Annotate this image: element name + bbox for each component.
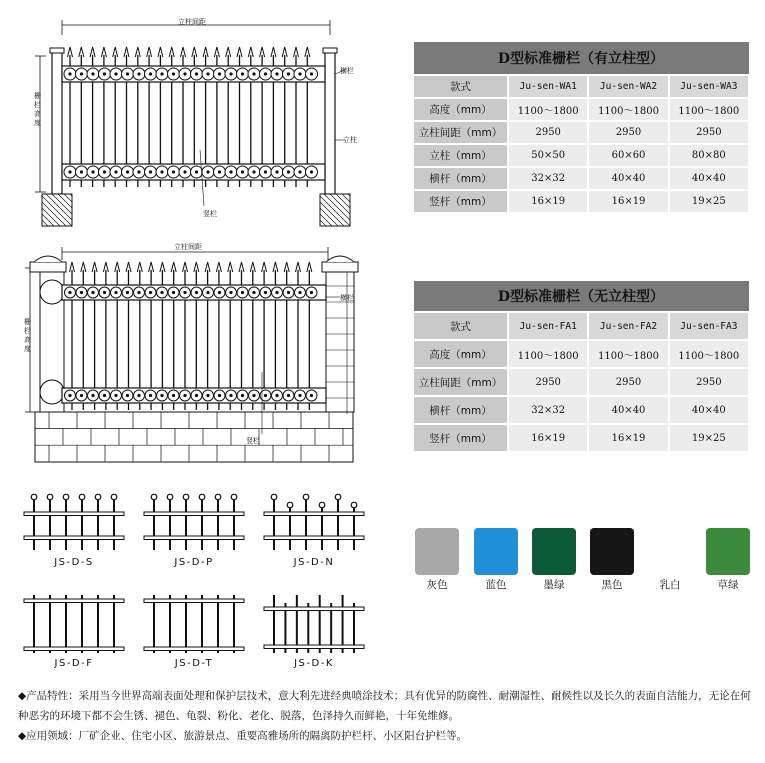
post-cap (50, 48, 64, 53)
brick-pillar (326, 270, 354, 412)
pillar-cap-dome (326, 256, 354, 262)
rail-ring-center (91, 291, 94, 294)
table-header-row (413, 312, 749, 340)
model-cell: Ju-sen-WA2 (588, 75, 668, 98)
rail-ring-center (252, 291, 255, 294)
table-cell: 16×19 (508, 190, 588, 213)
rail-ring-center (275, 394, 278, 397)
table-cell: 1100～1800 (669, 340, 749, 368)
table-row (413, 340, 749, 368)
model-rail (264, 645, 364, 649)
color-swatch-milk-white (648, 528, 692, 575)
rail-ring-center (229, 170, 232, 173)
pillar-bracket (40, 280, 64, 304)
model-finial (319, 502, 325, 508)
model-finial (351, 502, 357, 508)
model-rail (24, 647, 124, 651)
rail-ring-center (287, 170, 290, 173)
rail-ring-center (310, 72, 313, 75)
rail-ring-center (183, 170, 186, 173)
rail-ring-center (218, 170, 221, 173)
rail-ring-center (103, 170, 106, 173)
model-finial (63, 494, 69, 500)
model-finial (231, 494, 237, 500)
rail-ring-center (68, 394, 71, 397)
top-spacing-label: 立柱间距 (178, 18, 206, 26)
model-finial (183, 494, 189, 500)
row-label: 高度（mm） (413, 340, 508, 368)
rail-ring-center (195, 291, 198, 294)
table-cell: 19×25 (669, 424, 749, 452)
top-crossbar-label: 横栏 (340, 67, 354, 75)
table-cell: 60×60 (588, 144, 668, 167)
model-label: JS-D-F (54, 658, 94, 669)
model-rail (264, 512, 364, 516)
rail-ring-center (298, 394, 301, 397)
rail-ring-center (114, 394, 117, 397)
model-finial (111, 494, 117, 500)
header-label: 款式 (413, 312, 508, 340)
table-row (413, 144, 749, 167)
model-finial (31, 494, 37, 500)
rail-ring-center (103, 72, 106, 75)
rail-ring-center (264, 72, 267, 75)
rail-ring-center (218, 291, 221, 294)
rail-ring-center (137, 170, 140, 173)
spec-table-with-posts (412, 41, 750, 214)
fence-post (325, 52, 335, 194)
rail-ring-center (137, 291, 140, 294)
table-cell: 1100～1800 (508, 98, 588, 121)
rail-ring-center (298, 72, 301, 75)
row-label: 立柱间距（mm） (413, 121, 508, 144)
table-cell: 2950 (669, 121, 749, 144)
model-cell: Ju-sen-WA3 (669, 75, 749, 98)
rail-ring-center (252, 394, 255, 397)
fence-post (52, 52, 62, 194)
rail-ring-center (114, 170, 117, 173)
color-name: 灰色 (426, 579, 448, 591)
rail-ring-center (241, 170, 244, 173)
rail-ring-center (275, 170, 278, 173)
rail-ring-center (183, 72, 186, 75)
table-cell: 40×40 (669, 167, 749, 190)
rail-ring-center (229, 394, 232, 397)
bottom-height-label: 栅栏高度 (24, 318, 31, 353)
color-swatch-blue (474, 528, 518, 575)
rail-ring-center (80, 394, 83, 397)
model-rail (24, 599, 124, 603)
rail-ring-center (206, 394, 209, 397)
application-fields: ◆应用领域：厂矿企业、住宅小区、旅游景点、重要高雅场所的隔离防护栏杆、小区阳台护栏等。 (18, 730, 468, 742)
rail-ring-center (183, 394, 186, 397)
rail-ring-center (91, 170, 94, 173)
rail-ring-center (68, 72, 71, 75)
row-label: 竖杆（mm） (413, 424, 508, 452)
bottom-picket-label: 竖栏 (246, 437, 260, 445)
model-finial (271, 494, 277, 500)
rail-ring-center (206, 291, 209, 294)
table-cell: 32×32 (508, 396, 588, 424)
table-cell: 50×50 (508, 144, 588, 167)
color-swatch-gray (415, 528, 459, 575)
rail-ring-center (264, 291, 267, 294)
model-rail (264, 607, 364, 611)
rail-ring-center (229, 72, 232, 75)
model-finial (215, 494, 221, 500)
table-title: D型标准栅栏（有立柱型） (413, 42, 749, 76)
table-cell: 2950 (588, 368, 668, 396)
rail-ring-center (287, 72, 290, 75)
rail-ring-center (126, 291, 129, 294)
rail-ring-center (137, 394, 140, 397)
model-finial (151, 494, 157, 500)
table-cell: 1100～1800 (588, 340, 668, 368)
top-picket-label: 竖栏 (203, 210, 217, 218)
color-name: 乳白 (659, 579, 681, 591)
model-finial (199, 494, 205, 500)
model-label: JS-D-S (54, 557, 94, 568)
color-swatch-black (590, 528, 634, 575)
top-post-label: 立柱 (343, 136, 357, 144)
model-finial (95, 494, 101, 500)
model-label: JS-D-N (293, 557, 335, 568)
top-height-label: 栅栏高度 (34, 92, 41, 127)
color-name: 蓝色 (485, 579, 507, 591)
rail-ring-center (126, 72, 129, 75)
rail-ring-center (310, 394, 313, 397)
table-cell: 2950 (669, 368, 749, 396)
rail-ring-center (241, 72, 244, 75)
rail-ring-center (206, 72, 209, 75)
rail-ring-center (287, 394, 290, 397)
rail-ring-center (241, 291, 244, 294)
row-label: 横杆（mm） (413, 396, 508, 424)
row-label: 高度（mm） (413, 98, 508, 121)
model-rail (24, 512, 124, 516)
rail-ring-center (275, 72, 278, 75)
model-label: JS-D-K (294, 658, 334, 669)
table-cell: 2950 (588, 121, 668, 144)
rail-ring-center (91, 394, 94, 397)
rail-ring-center (252, 170, 255, 173)
rail-ring-center (126, 170, 129, 173)
rail-ring-center (160, 291, 163, 294)
row-label: 竖杆（mm） (413, 190, 508, 213)
rail-ring-center (91, 72, 94, 75)
color-name: 墨绿 (543, 579, 565, 591)
spec-table-without-posts (412, 280, 750, 453)
model-rail (144, 599, 244, 603)
color-name: 黑色 (601, 579, 623, 591)
rail-ring-center (103, 394, 106, 397)
rail-ring-center (264, 394, 267, 397)
post-cap (323, 48, 337, 53)
table-row (413, 396, 749, 424)
rail-ring-center (114, 72, 117, 75)
rail-ring-center (264, 170, 267, 173)
pillar-cap (322, 262, 358, 272)
header-label: 款式 (413, 75, 508, 98)
model-rail (144, 647, 244, 651)
model-cell: Ju-sen-FA2 (588, 312, 668, 340)
rail-ring-center (137, 72, 140, 75)
color-swatch-grass-green (706, 528, 750, 575)
model-finial (303, 494, 309, 500)
table-cell: 40×40 (669, 396, 749, 424)
rail-ring-center (114, 291, 117, 294)
rail-ring-center (126, 394, 129, 397)
model-rail (144, 512, 244, 516)
rail-ring-center (149, 170, 152, 173)
pillar-cap (30, 262, 66, 272)
table-cell: 2950 (508, 121, 588, 144)
rail-ring-center (172, 170, 175, 173)
table-cell: 16×19 (588, 190, 668, 213)
rail-ring-center (206, 170, 209, 173)
rail-ring-center (172, 72, 175, 75)
rail-ring-center (298, 291, 301, 294)
table-cell: 1100～1800 (588, 98, 668, 121)
rail-ring-center (149, 291, 152, 294)
rail-ring-center (252, 72, 255, 75)
pillar-cap-dome (34, 256, 62, 262)
model-cell: Ju-sen-WA1 (508, 75, 588, 98)
rail-ring-center (287, 291, 290, 294)
table-header-row (413, 75, 749, 98)
rail-ring-center (160, 394, 163, 397)
table-cell: 32×32 (508, 167, 588, 190)
table-row (413, 368, 749, 396)
model-finial (287, 502, 293, 508)
table-cell: 1100～1800 (669, 98, 749, 121)
rail-ring-center (149, 394, 152, 397)
table-row (413, 190, 749, 213)
rail-ring-center (183, 291, 186, 294)
product-features: ◆产品特性：采用当今世界高端表面处理和保护层技术，意大利先进经典喷涂技术；具有优异的防腐性、耐潮湿性、耐候性以及长久的表面自洁能力，无论在何种恶劣的环境下都不会生锈、褪色、龟裂、粉化、老化、脱落，色泽持久而鲜艳，十年免维修。 (18, 690, 751, 722)
model-cell: Ju-sen-FA1 (508, 312, 588, 340)
rail-ring-center (195, 72, 198, 75)
color-swatch-dark-green (532, 528, 576, 575)
rail-ring-center (310, 291, 313, 294)
table-cell: 19×25 (669, 190, 749, 213)
rail-ring-center (310, 170, 313, 173)
table-cell: 16×19 (588, 424, 668, 452)
rail-ring-center (275, 291, 278, 294)
row-label: 立柱间距（mm） (413, 368, 508, 396)
rail-ring-center (218, 394, 221, 397)
rail-ring-center (80, 72, 83, 75)
color-name: 草绿 (717, 579, 739, 591)
rail-ring-center (103, 291, 106, 294)
table-cell: 16×19 (508, 424, 588, 452)
model-finial (335, 494, 341, 500)
rail-ring-center (172, 394, 175, 397)
rail-ring-center (160, 72, 163, 75)
table-cell: 1100～1800 (508, 340, 588, 368)
rail-ring-center (218, 72, 221, 75)
table-row (413, 121, 749, 144)
model-label: JS-D-T (174, 658, 214, 669)
rail-ring-center (195, 394, 198, 397)
table-cell: 40×40 (588, 167, 668, 190)
brick-wall (35, 412, 353, 462)
bottom-crossbar-label: 横栏 (340, 294, 354, 302)
model-rail (24, 536, 124, 540)
rail-ring-center (298, 170, 301, 173)
model-rail (264, 536, 364, 540)
rail-ring-center (149, 72, 152, 75)
table-row (413, 167, 749, 190)
rail-ring-center (80, 170, 83, 173)
table-row (413, 98, 749, 121)
table-cell: 2950 (508, 368, 588, 396)
table-cell: 40×40 (588, 396, 668, 424)
rail-ring-center (160, 170, 163, 173)
row-label: 横杆（mm） (413, 167, 508, 190)
table-cell: 80×80 (669, 144, 749, 167)
model-finial (47, 494, 53, 500)
rail-ring-center (68, 170, 71, 173)
model-label: JS-D-P (174, 557, 214, 568)
rail-ring-center (172, 291, 175, 294)
table-row (413, 424, 749, 452)
rail-ring-center (80, 291, 83, 294)
model-finial (79, 494, 85, 500)
model-rail (144, 536, 244, 540)
pillar-bracket (40, 380, 64, 404)
model-cell: Ju-sen-FA3 (669, 312, 749, 340)
rail-ring-center (195, 170, 198, 173)
table-title: D型标准栅栏（无立柱型） (413, 281, 749, 313)
row-label: 立柱（mm） (413, 144, 508, 167)
rail-ring-center (241, 394, 244, 397)
rail-ring-center (68, 291, 71, 294)
model-finial (167, 494, 173, 500)
rail-ring-center (229, 291, 232, 294)
bottom-spacing-label: 立柱间距 (174, 243, 202, 251)
